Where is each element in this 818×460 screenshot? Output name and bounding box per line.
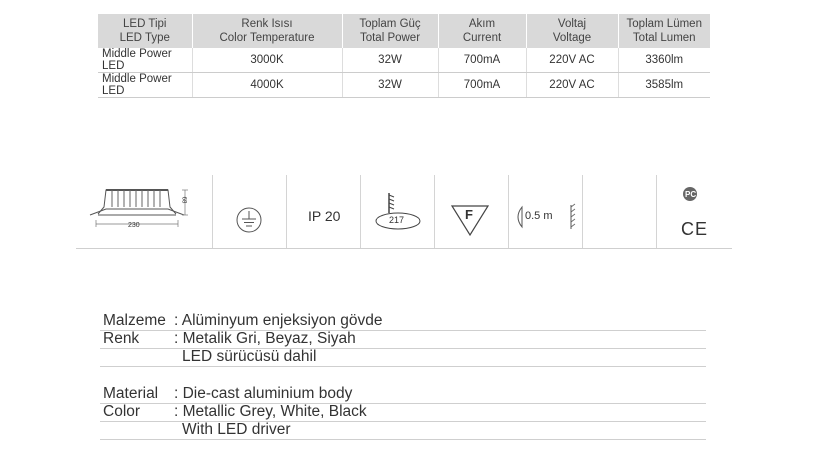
driver-line-tr	[100, 348, 706, 367]
cell-led-type: Middle Power LED	[98, 73, 192, 98]
cell-total-power: 32W	[342, 48, 438, 73]
header-current-tr: Akım	[468, 18, 496, 30]
earth-ground-icon	[212, 175, 286, 248]
f-mark-label: F	[465, 207, 473, 222]
material-key-tr: Malzeme	[103, 312, 166, 329]
material-line-en	[100, 385, 706, 404]
header-total-power-en: Total Power	[359, 32, 421, 44]
ce-mark-label: CE	[681, 219, 709, 239]
color-value-en: : Metallic Grey, White, Black	[174, 403, 367, 420]
distance-cell	[508, 175, 583, 248]
temperature-label: 217	[389, 215, 405, 225]
cell-current: 700mA	[438, 73, 526, 98]
dimension-height-label: 68	[180, 196, 187, 204]
table-row	[98, 73, 710, 98]
ip-rating-cell	[286, 175, 361, 248]
dimension-width-label: 230	[128, 222, 140, 229]
color-key-tr: Renk	[103, 330, 140, 347]
header-led-type-en: LED Type	[119, 32, 170, 44]
cell-led-type: Middle Power LED	[98, 48, 192, 73]
cell-voltage: 220V AC	[526, 73, 618, 98]
material-key-en: Material	[103, 385, 159, 402]
material-value-en: : Die-cast aluminium body	[174, 385, 353, 402]
driver-value-tr: LED sürücüsü dahil	[182, 348, 317, 365]
header-led-type-tr: LED Tipi	[123, 18, 167, 30]
header-color-temperature-en: Color Temperature	[219, 32, 315, 44]
color-line-tr	[100, 330, 706, 349]
header-led-type	[98, 14, 192, 48]
temperature-icon	[360, 175, 434, 248]
driver-value-en: With LED driver	[182, 421, 291, 438]
temperature-cell	[360, 175, 435, 248]
header-total-power	[342, 14, 438, 48]
earth-ground-cell	[212, 175, 287, 248]
cell-total-power: 32W	[342, 73, 438, 98]
table-row	[98, 48, 710, 73]
icon-strip	[76, 175, 732, 249]
table-header-row	[98, 14, 710, 48]
material-line-tr	[100, 312, 706, 331]
header-color-temperature-tr: Renk Isısı	[241, 18, 293, 30]
header-total-lumen-tr: Toplam Lümen	[626, 18, 702, 30]
cell-total-lumen: 3360lm	[618, 48, 710, 73]
svg-text:PC: PC	[685, 190, 697, 199]
header-color-temperature	[192, 14, 342, 48]
header-current-en: Current	[462, 32, 502, 44]
cell-current: 700mA	[438, 48, 526, 73]
distance-label: 0.5 m	[525, 210, 553, 222]
spec-table	[98, 14, 710, 98]
header-total-lumen-en: Total Lumen	[632, 32, 696, 44]
luminaire-dimension-icon	[76, 175, 212, 248]
header-total-lumen	[618, 14, 710, 48]
header-voltage-tr: Voltaj	[557, 18, 587, 30]
color-line-en	[100, 403, 706, 422]
material-value-tr: : Alüminyum enjeksiyon gövde	[174, 312, 383, 329]
header-total-power-tr: Toplam Güç	[359, 18, 421, 30]
cell-total-lumen: 3585lm	[618, 73, 710, 98]
header-current	[438, 14, 526, 48]
driver-line-en	[100, 421, 706, 440]
f-mark-cell	[434, 175, 509, 248]
cell-voltage: 220V AC	[526, 48, 618, 73]
cell-color-temperature: 3000K	[192, 48, 342, 73]
dimension-drawing-cell	[76, 175, 213, 248]
ip-rating-label: IP 20	[308, 208, 341, 224]
header-voltage-en: Voltage	[552, 32, 592, 44]
cell-color-temperature: 4000K	[192, 73, 342, 98]
header-voltage	[526, 14, 618, 48]
color-key-en: Color	[103, 403, 141, 420]
certification-cell	[656, 175, 732, 248]
color-value-tr: : Metalik Gri, Beyaz, Siyah	[174, 330, 356, 347]
empty-cell	[582, 175, 657, 248]
